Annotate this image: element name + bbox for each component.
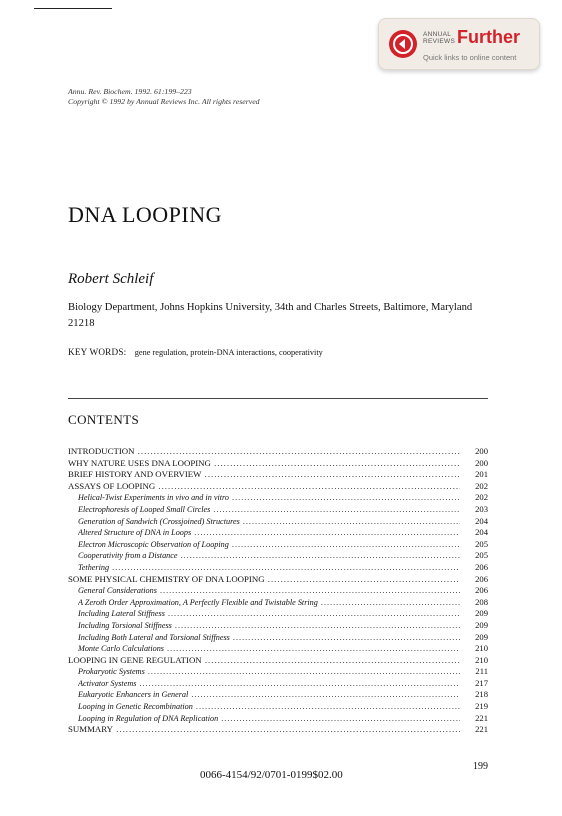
toc-entry[interactable] [68, 562, 488, 574]
section-rule [68, 398, 488, 399]
toc-entry[interactable] [68, 481, 488, 493]
toc-entry-page: 202 [475, 492, 488, 503]
toc-entry-label: SOME PHYSICAL CHEMISTRY OF DNA LOOPING ..... [68, 574, 460, 586]
toc-entry-page: 210 [475, 643, 488, 654]
toc-entry-page: 219 [475, 701, 488, 712]
citation-line2: Copyright © 1992 by Annual Reviews Inc. All rights reserved [68, 97, 260, 106]
keywords-text: gene regulation, protein-DNA interactions, cooperativity [134, 348, 323, 357]
badge-annual-line2: REVIEWS [423, 38, 456, 45]
toc-entry-label: Eukaryotic Enhancers in General ..... [78, 689, 460, 701]
toc-entry-page: 202 [475, 480, 488, 491]
toc-entry-label: Including Lateral Stiffness ..... [78, 608, 460, 620]
citation-line1: Annu. Rev. Biochem. 1992. 61:199–223 [68, 87, 192, 96]
badge-tagline: Quick links to online content [423, 53, 517, 62]
toc-entry[interactable] [68, 678, 488, 690]
toc-entry[interactable] [68, 516, 488, 528]
toc-entry-label: Tethering ..... [78, 562, 460, 574]
toc-entry-label: Prokaryotic Systems ..... [78, 666, 460, 678]
toc-entry[interactable] [68, 666, 488, 678]
toc-entry-page: 209 [475, 619, 488, 630]
toc-entry-label: Monte Carlo Calculations ..... [78, 643, 460, 655]
toc-entry-page: 211 [475, 666, 488, 677]
toc-entry[interactable] [68, 643, 488, 655]
contents-heading: CONTENTS [68, 412, 140, 427]
toc-entry-label: Looping in Genetic Recombination ..... [78, 701, 460, 713]
toc-entry-page: 206 [475, 561, 488, 572]
page-number: 199 [473, 761, 488, 772]
toc-entry[interactable] [68, 608, 488, 620]
keywords-label: KEY WORDS: [68, 347, 127, 357]
toc-entry[interactable] [68, 539, 488, 551]
toc-entry[interactable] [68, 632, 488, 644]
toc-entry[interactable] [68, 504, 488, 516]
toc-entry-label: ASSAYS OF LOOPING ..... [68, 481, 460, 493]
toc-entry[interactable] [68, 585, 488, 597]
issn-footer: 0066-4154/92/0701-0199$02.00 [200, 769, 343, 781]
toc-entry[interactable] [68, 446, 488, 458]
toc-entry-page: 217 [475, 677, 488, 688]
toc-entry[interactable] [68, 655, 488, 667]
citation [68, 87, 260, 107]
toc-entry-page: 221 [475, 724, 488, 735]
toc-entry[interactable] [68, 713, 488, 725]
badge-annual-reviews [423, 31, 455, 45]
toc-entry-page: 218 [475, 689, 488, 700]
toc-entry-label: Helical-Twist Experiments in vivo and in vitro ..... [78, 492, 460, 504]
toc-entry[interactable] [68, 458, 488, 470]
toc-entry[interactable] [68, 689, 488, 701]
toc-entry-label: Looping in Regulation of DNA Replication ..... [78, 713, 460, 725]
toc-entry[interactable] [68, 724, 488, 736]
toc-entry-page: 204 [475, 527, 488, 538]
toc-entry-label: Including Torsional Stiffness ..... [78, 620, 460, 632]
toc-entry-page: 209 [475, 608, 488, 619]
affiliation: Biology Department, Johns Hopkins University, 34th and Charles Streets, Baltimore, Maryland 21218 [68, 302, 473, 329]
toc-entry-label: WHY NATURE USES DNA LOOPING ..... [68, 458, 460, 470]
badge-annual-line1: ANNUAL [423, 31, 452, 38]
toc-entry-label: INTRODUCTION ..... [68, 446, 460, 458]
top-rule [34, 8, 112, 9]
toc-entry-label: General Considerations ..... [78, 585, 460, 597]
toc-entry-page: 204 [475, 515, 488, 526]
toc-entry[interactable] [68, 597, 488, 609]
toc-entry-page: 200 [475, 446, 488, 456]
toc-entry-page: 206 [475, 585, 488, 596]
toc-entry-page: 205 [475, 538, 488, 549]
keywords [68, 347, 323, 358]
toc-entry-page: 201 [475, 469, 488, 480]
toc-entry-label: LOOPING IN GENE REGULATION ..... [68, 655, 460, 667]
author-name: Robert Schleif [68, 271, 154, 287]
toc-entry-page: 205 [475, 550, 488, 561]
toc-entry-label: Cooperativity from a Distance ..... [78, 550, 460, 562]
toc-entry-label: BRIEF HISTORY AND OVERVIEW ..... [68, 469, 460, 481]
toc-entry-page: 221 [475, 712, 488, 723]
toc-entry[interactable] [68, 701, 488, 713]
toc-entry-page: 206 [475, 573, 488, 584]
toc-entry-label: Generation of Sandwich (Crossjoined) Structures ..... [78, 516, 460, 528]
toc-entry-label: Including Both Lateral and Torsional Stiffness ..... [78, 632, 460, 644]
toc-entry-label: Electrophoresis of Looped Small Circles ..... [78, 504, 460, 516]
toc-entry[interactable] [68, 574, 488, 586]
toc-entry[interactable] [68, 550, 488, 562]
toc-entry-page: 203 [475, 503, 488, 514]
toc-entry[interactable] [68, 492, 488, 504]
badge-further-label: Further [457, 27, 520, 47]
toc-entry[interactable] [68, 527, 488, 539]
toc-entry-page: 210 [475, 654, 488, 665]
toc-entry-page: 208 [475, 596, 488, 607]
play-back-icon [389, 30, 417, 58]
toc-entry-label: A Zeroth Order Approximation, A Perfectly Flexible and Twistable String ..... [78, 597, 460, 609]
toc-entry-page: 209 [475, 631, 488, 642]
table-of-contents [68, 446, 488, 736]
toc-entry-label: SUMMARY ..... [68, 724, 460, 736]
further-badge[interactable] [378, 18, 540, 70]
toc-entry[interactable] [68, 620, 488, 632]
toc-entry-page: 200 [475, 457, 488, 468]
toc-entry-label: Activator Systems ..... [78, 678, 460, 690]
toc-entry-label: Electron Microscopic Observation of Looping ..... [78, 539, 460, 551]
toc-entry-label: Altered Structure of DNA in Loops ..... [78, 527, 460, 539]
toc-entry[interactable] [68, 469, 488, 481]
article-title: DNA LOOPING [68, 202, 222, 227]
